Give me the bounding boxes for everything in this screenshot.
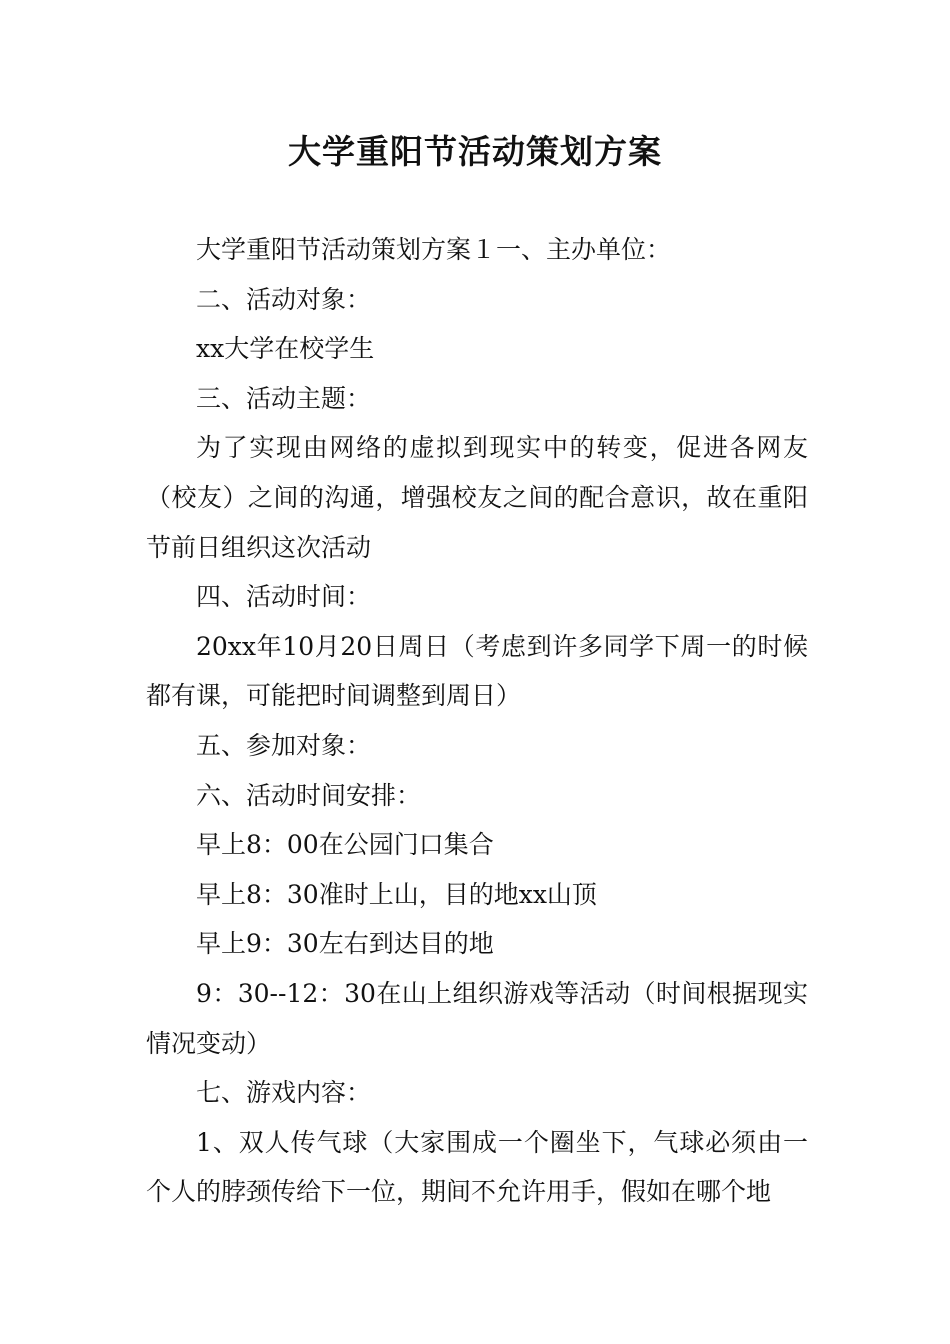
paragraph-target-heading: 二、活动对象： (196, 284, 372, 314)
document-title: 大学重阳节活动策划方案 (288, 132, 662, 171)
paragraph-organizer: 大学重阳节活动策划方案１一、主办单位： (196, 235, 672, 264)
paragraph-theme-heading: 三、活动主题： (196, 383, 372, 413)
paragraph-schedule-1: 早上8：00在公园门口集合 (196, 830, 494, 860)
paragraph-schedule-3: 早上9：30左右到达目的地 (196, 929, 494, 959)
paragraph-games-heading: 七、游戏内容： (196, 1078, 372, 1108)
paragraph-target: xx大学在校学生 (196, 334, 375, 364)
paragraph-time: 20xx年10月20日周日（考虑到许多同学下周一的时候都有课，可能把时间调整到周日） (146, 631, 808, 711)
paragraph-schedule-heading: 六、活动时间安排： (196, 780, 422, 810)
paragraph-participants-heading: 五、参加对象： (196, 730, 372, 760)
paragraph-time-heading: 四、活动时间： (196, 582, 372, 612)
paragraph-game-1: 1、双人传气球（大家围成一个圈坐下，气球必须由一个人的脖颈传给下一位，期间不允许用手，假如在哪个地 (146, 1127, 808, 1207)
paragraph-schedule-4: 9：30--12：30在山上组织游戏等活动（时间根据现实情况变动） (146, 978, 808, 1058)
document-body (146, 225, 808, 1217)
paragraph-theme: 为了实现由网络的虚拟到现实中的转变，促进各网友（校友）之间的沟通，增强校友之间的配合意识，故在重阳节前日组织这次活动 (146, 433, 808, 562)
paragraph-schedule-2: 早上8：30准时上山，目的地xx山顶 (196, 879, 597, 909)
